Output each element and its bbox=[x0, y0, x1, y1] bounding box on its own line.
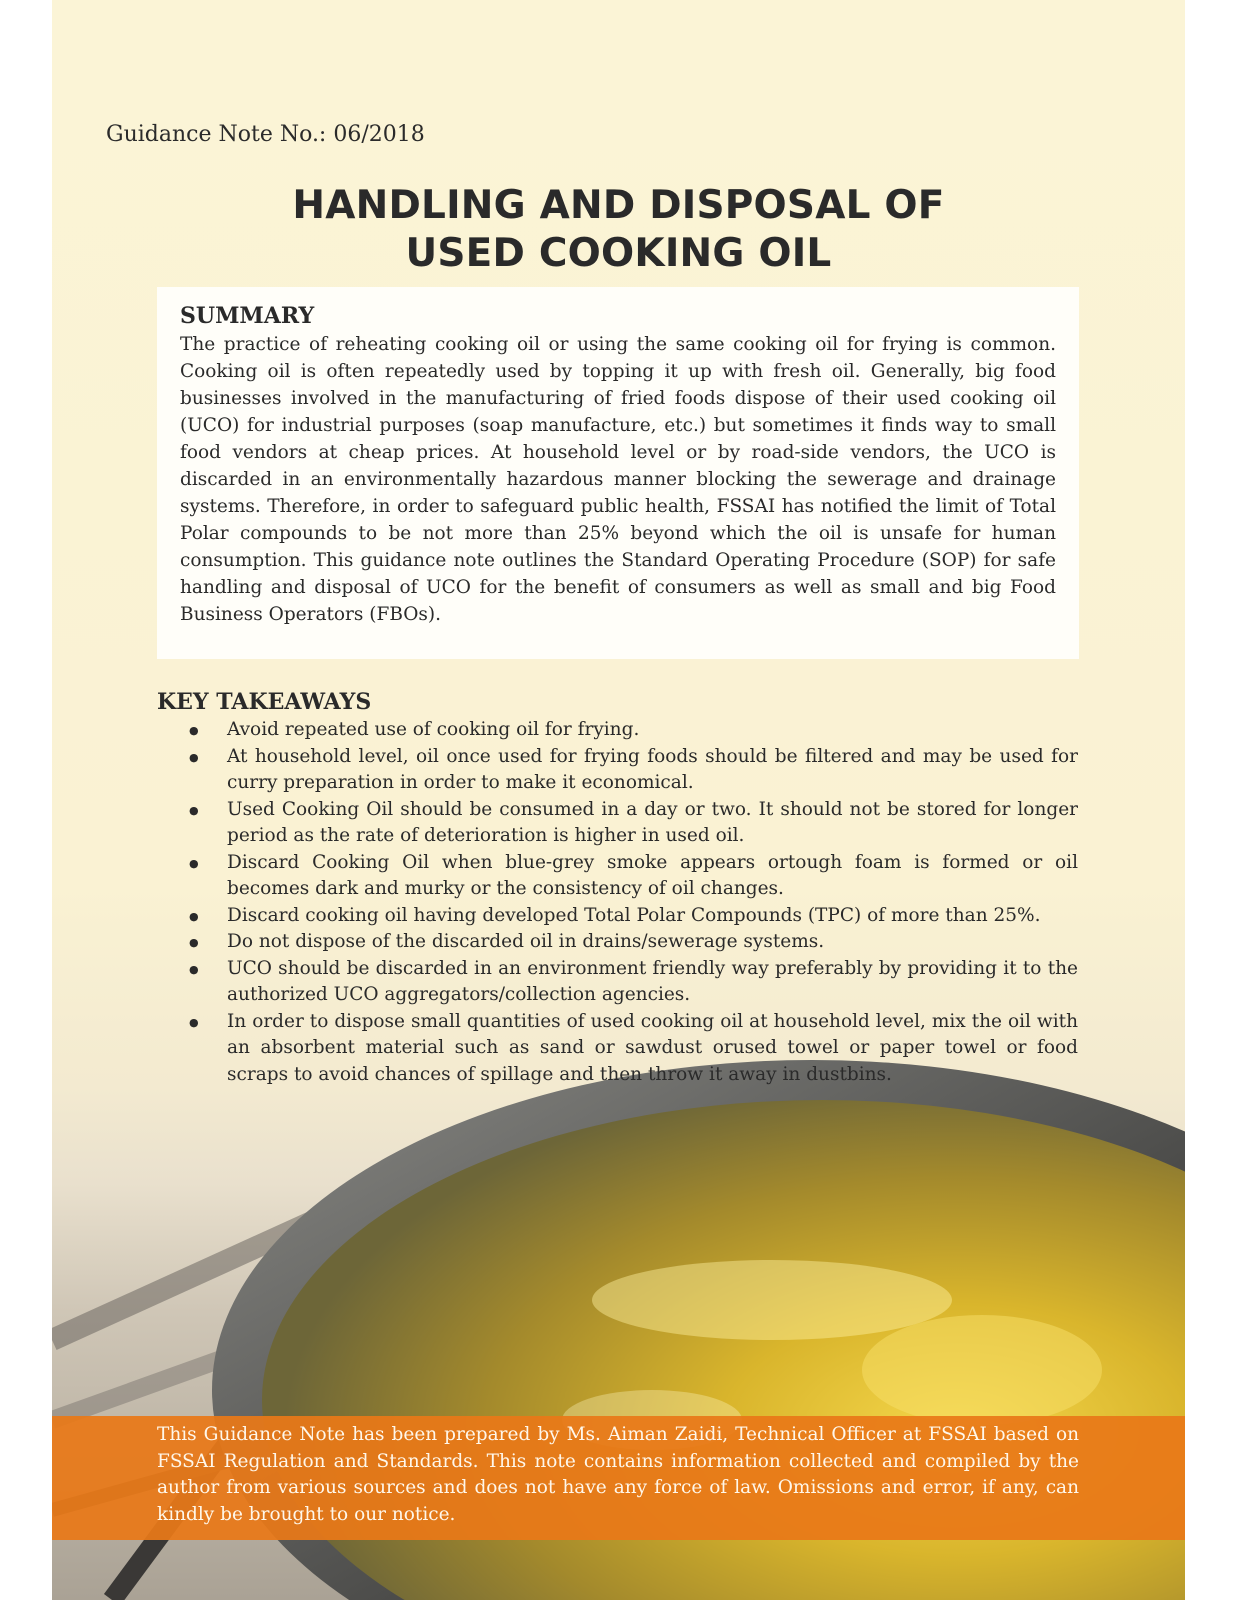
title-line-2: USED COOKING OIL bbox=[405, 231, 832, 276]
summary-text: The practice of reheating cooking oil or using the same cooking oil for frying is common. Cooking oil is often repeatedly used by topping it up with fresh oil. Generally, big food businesses involved in the manufacturing of fried foods dispose of their used cooking oil (UCO) for industrial purposes (soap manufacture, etc.) but sometimes it finds way to small food vendors at cheap prices. At household level or by road-side vendors, the UCO is discarded in an environmentally hazardous manner blocking the sewerage and drainage systems. Therefore, in order to safeguard public health, FSSAI has notified the limit of Total Polar compounds to be not more than 25% beyond which the oil is unsafe for human consumption. This guidance note outlines the Standard Operating Procedure (SOP) for safe handling and disposal of UCO for the benefit of consumers as well as small and big Food Business Operators (FBOs). bbox=[180, 334, 1056, 625]
list-item: ● Do not dispose of the discarded oil in drains/sewerage systems. bbox=[180, 929, 1078, 956]
footer-disclaimer: This Guidance Note has been prepared by Ms. Aiman Zaidi, Technical Officer at FSSAI based on FSSAI Regulation and Standards. This note contains information collected and compiled by the author from various sources and does not have any force of law. Omissions and error, if any, can kindly be brought to our notice. bbox=[157, 1424, 1079, 1525]
list-item: ● UCO should be discarded in an environment friendly way preferably by providing it to the authorized UCO aggregators/collection agencies. bbox=[180, 956, 1078, 1009]
list-item: ● At household level, oil once used for frying foods should be filtered and may be used for curry preparation in order to make it economical. bbox=[180, 744, 1078, 797]
list-item: ● Discard cooking oil having developed Total Polar Compounds (TPC) of more than 25%. bbox=[180, 903, 1078, 930]
page-title bbox=[0, 182, 1237, 278]
key-takeaways-heading: KEY TAKEAWAYS bbox=[157, 689, 372, 715]
list-item: ● Discard Cooking Oil when blue-grey smoke appears ortough foam is formed or oil becomes dark and murky or the consistency of oil changes. bbox=[180, 850, 1078, 903]
key-takeaways-list bbox=[180, 717, 1078, 1088]
title-line-1: HANDLING AND DISPOSAL OF bbox=[292, 183, 945, 228]
list-item: ● Used Cooking Oil should be consumed in a day or two. It should not be stored for longer period as the rate of deterioration is higher in used oil. bbox=[180, 797, 1078, 850]
list-item: ● Avoid repeated use of cooking oil for frying. bbox=[180, 717, 1078, 744]
list-item: ● In order to dispose small quantities of used cooking oil at household level, mix the oil with an absorbent material such as sand or sawdust orused towel or paper towel or food scraps to avoid chances of spillage and then throw it away in dustbins. bbox=[180, 1009, 1078, 1089]
guidance-note-number: Guidance Note No.: 06/2018 bbox=[106, 122, 425, 147]
summary-heading: SUMMARY bbox=[180, 303, 315, 329]
